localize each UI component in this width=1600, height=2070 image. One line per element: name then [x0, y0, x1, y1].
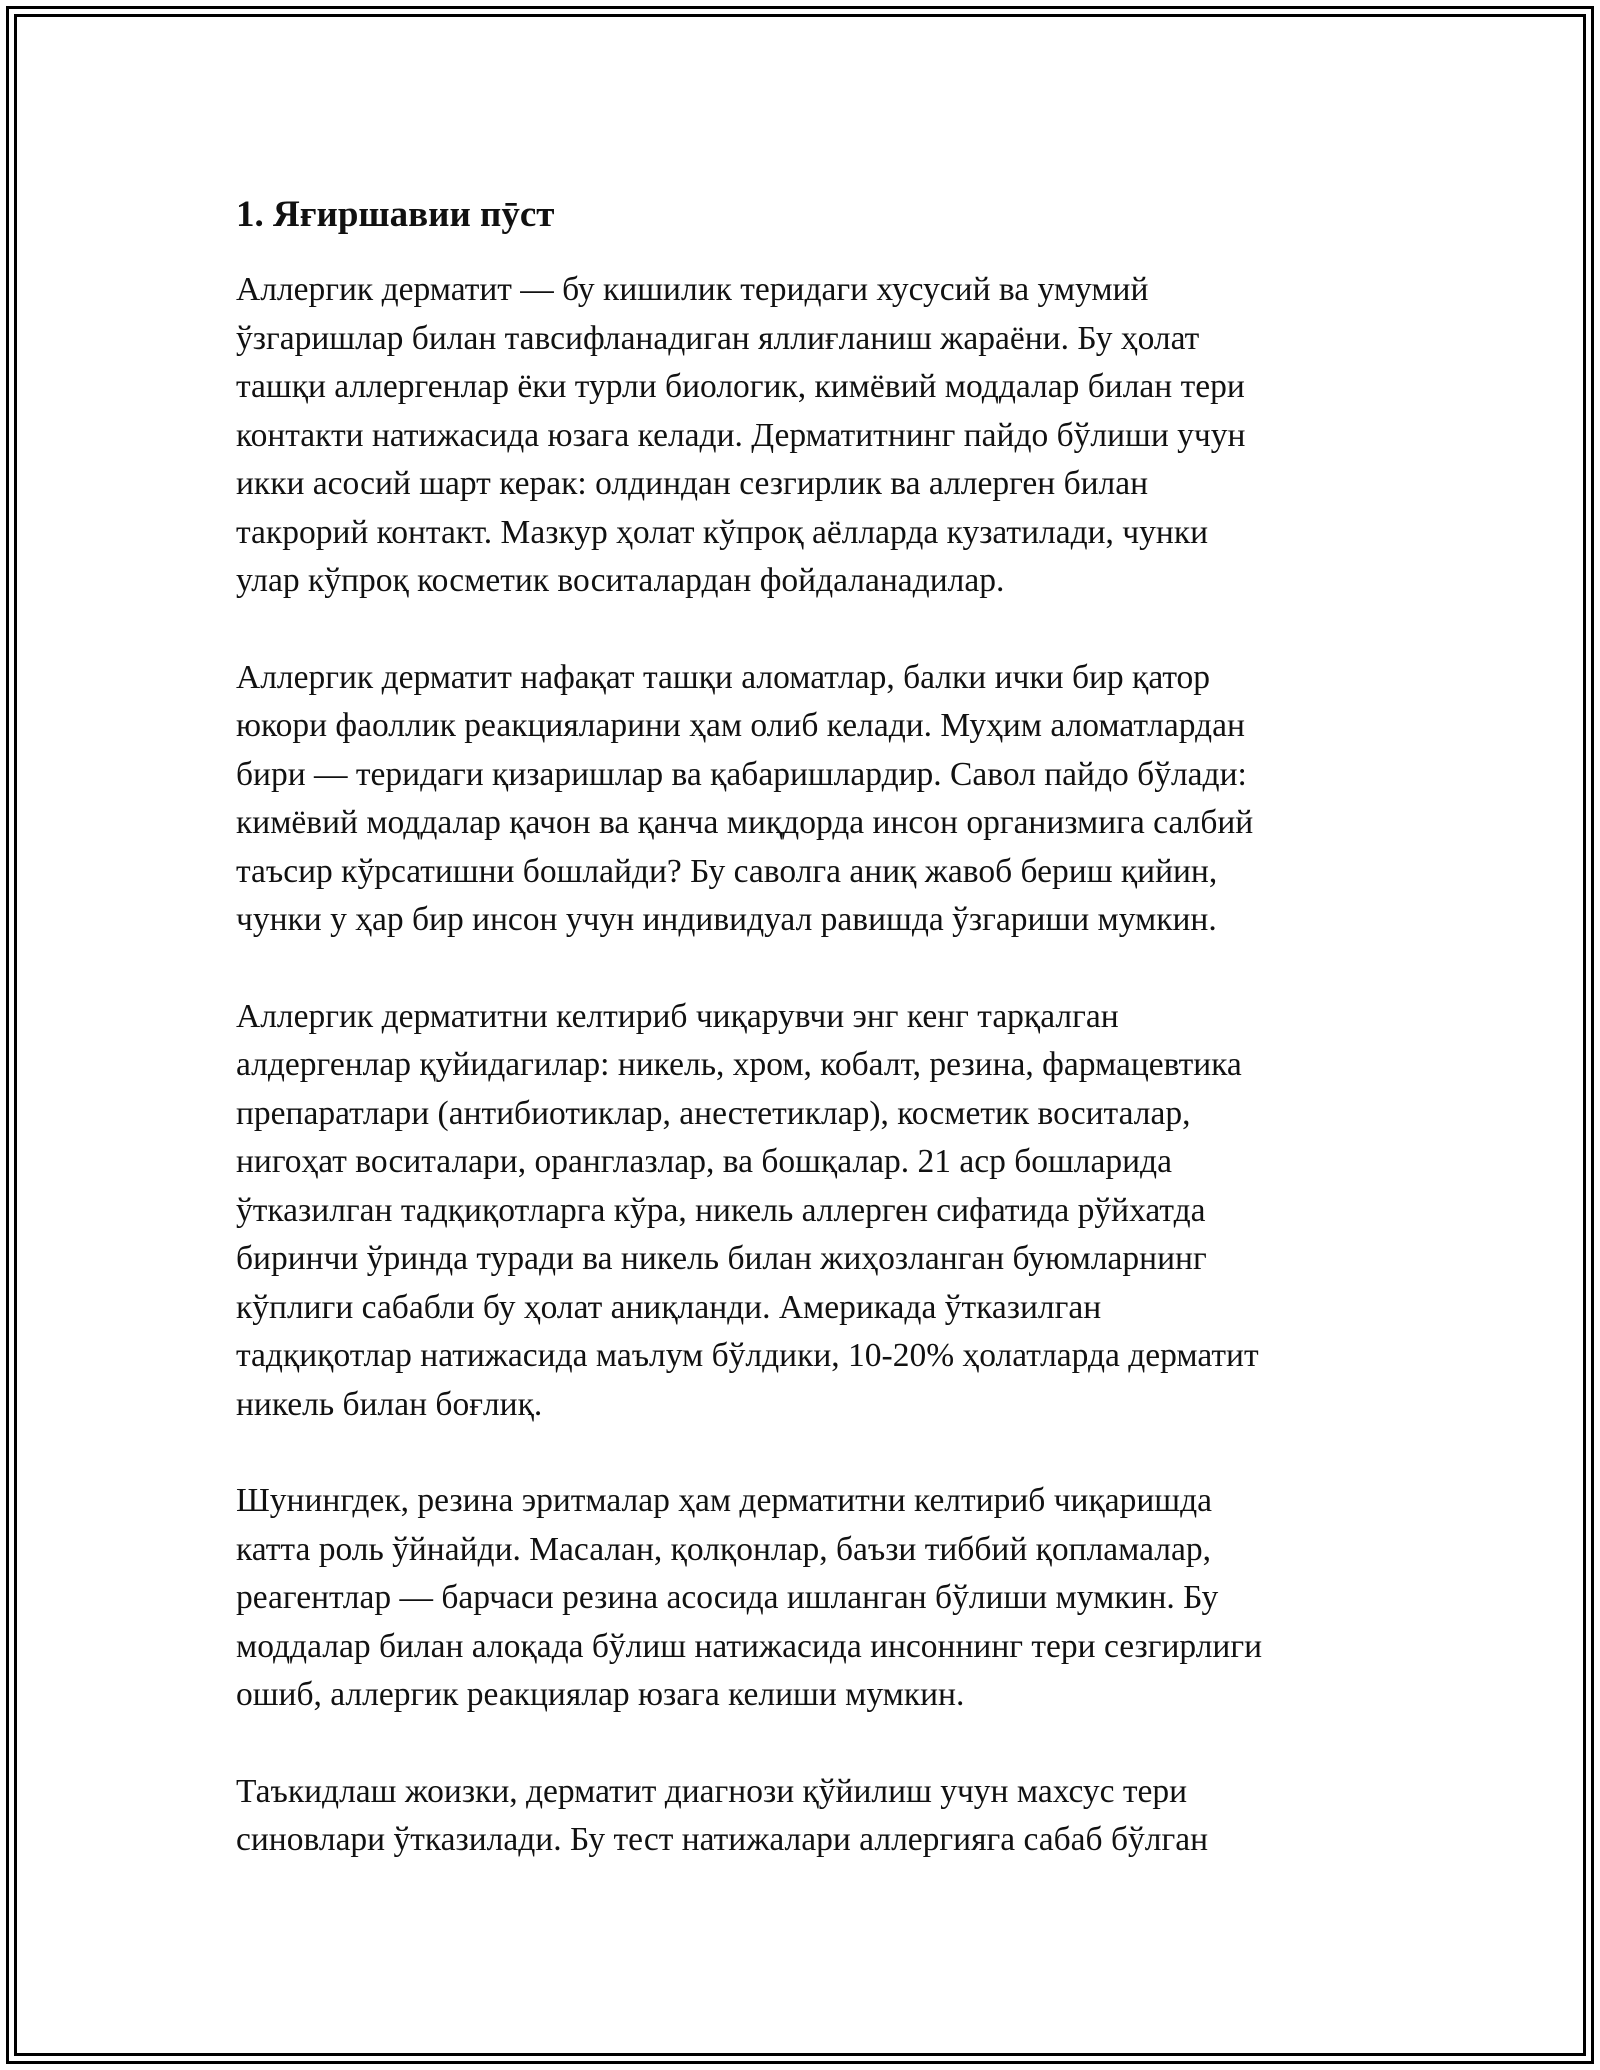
text-line: бири — теридаги қизаришлар ва қабаришлардир. Савол пайдо бўлади: — [236, 755, 1247, 793]
text-line: ўтказилган тадқиқотларга кўра, никель аллерген сифатида рўйхатда — [236, 1191, 1206, 1229]
paragraph-3 — [236, 993, 1366, 1430]
text-line: Аллергик дерматитни келтириб чиқарувчи энг кенг тарқалган — [236, 997, 1119, 1035]
text-line: икки асосий шарт керак: олдиндан сезгирлик ва аллерген билан — [236, 465, 1149, 502]
paragraph-5 — [236, 1768, 1366, 1865]
text-line: кимёвий моддалар қачон ва қанча миқдорда инсон организмига салбий — [236, 804, 1254, 841]
text-line: тадқиқотлар натижасида маълум бўлдики, 10-20% ҳолатларда дерматит — [236, 1337, 1259, 1374]
text-line: ошиб, аллергик реакциялар юзага келиши мумкин. — [236, 1676, 965, 1713]
section-heading: 1. Яғиршавии пӯст — [236, 194, 555, 235]
text-line: улар кўпроқ косметик воситалардан фойдаланадилар. — [236, 562, 1005, 599]
text-line: ташқи аллергенлар ёки турли биологик, кимёвий моддалар билан тери — [236, 368, 1245, 405]
text-line: кўплиги сабабли бу ҳолат аниқланди. Америкада ўтказилган — [236, 1288, 1102, 1326]
text-line: моддалар билан алоқада бўлиш натижасида инсоннинг тери сезгирлиги — [236, 1627, 1263, 1665]
text-line: алдергенлар қуйидагилар: никель, хром, кобалт, резина, фармацевтика — [236, 1046, 1242, 1083]
text-line: юкори фаоллик реакцияларини ҳам олиб келади. Муҳим аломатлардан — [236, 707, 1245, 744]
paragraph-4 — [236, 1477, 1366, 1720]
text-line: Аллергик дерматит — бу кишилик теридаги хусусий ва умумий — [236, 271, 1149, 308]
paragraph-2 — [236, 654, 1366, 945]
text-line: биринчи ўринда туради ва никель билан жиҳозланган буюмларнинг — [236, 1240, 1207, 1277]
text-line: Аллергик дерматит нафақат ташқи аломатлар, балки ички бир қатор — [236, 658, 1211, 696]
paragraph-1 — [236, 266, 1366, 606]
text-line: препаратлари (антибиотиклар, анестетиклар), косметик воситалар, — [236, 1094, 1191, 1132]
text-line: синовлари ўтказилади. Бу тест натижалари аллергияга сабаб бўлган — [236, 1821, 1208, 1858]
text-line: чунки у ҳар бир инсон учун индивидуал равишда ўзгариши мумкин. — [236, 901, 1217, 938]
text-line: такрорий контакт. Мазкур ҳолат кўпроқ аёлларда кузатилади, чунки — [236, 513, 1209, 551]
text-line: Таъкидлаш жоизки, дерматит диагнози қўйилиш учун махсус тери — [236, 1772, 1188, 1810]
text-line: катта роль ўйнайди. Масалан, қолқонлар, баъзи тиббий қопламалар, — [236, 1530, 1212, 1568]
text-line: ўзгаришлар билан тавсифланадиган яллиғланиш жараёни. Бу ҳолат — [236, 319, 1200, 357]
document-page — [236, 190, 1366, 1913]
text-line: никель билан боғлиқ. — [236, 1385, 543, 1423]
text-line: реагентлар — барчаси резина асосида ишланган бўлиши мумкин. Бу — [236, 1579, 1219, 1616]
text-line: таъсир кўрсатишни бошлайди? Бу саволга аниқ жавоб бериш қийин, — [236, 852, 1218, 890]
text-line: Шунингдек, резина эритмалар ҳам дерматитни келтириб чиқаришда — [236, 1482, 1212, 1519]
text-line: контакти натижасида юзага келади. Дерматитнинг пайдо бўлиши учун — [236, 416, 1246, 454]
text-line: нигоҳат воситалари, оранглазлар, ва бошқалар. 21 аср бошларида — [236, 1143, 1172, 1180]
